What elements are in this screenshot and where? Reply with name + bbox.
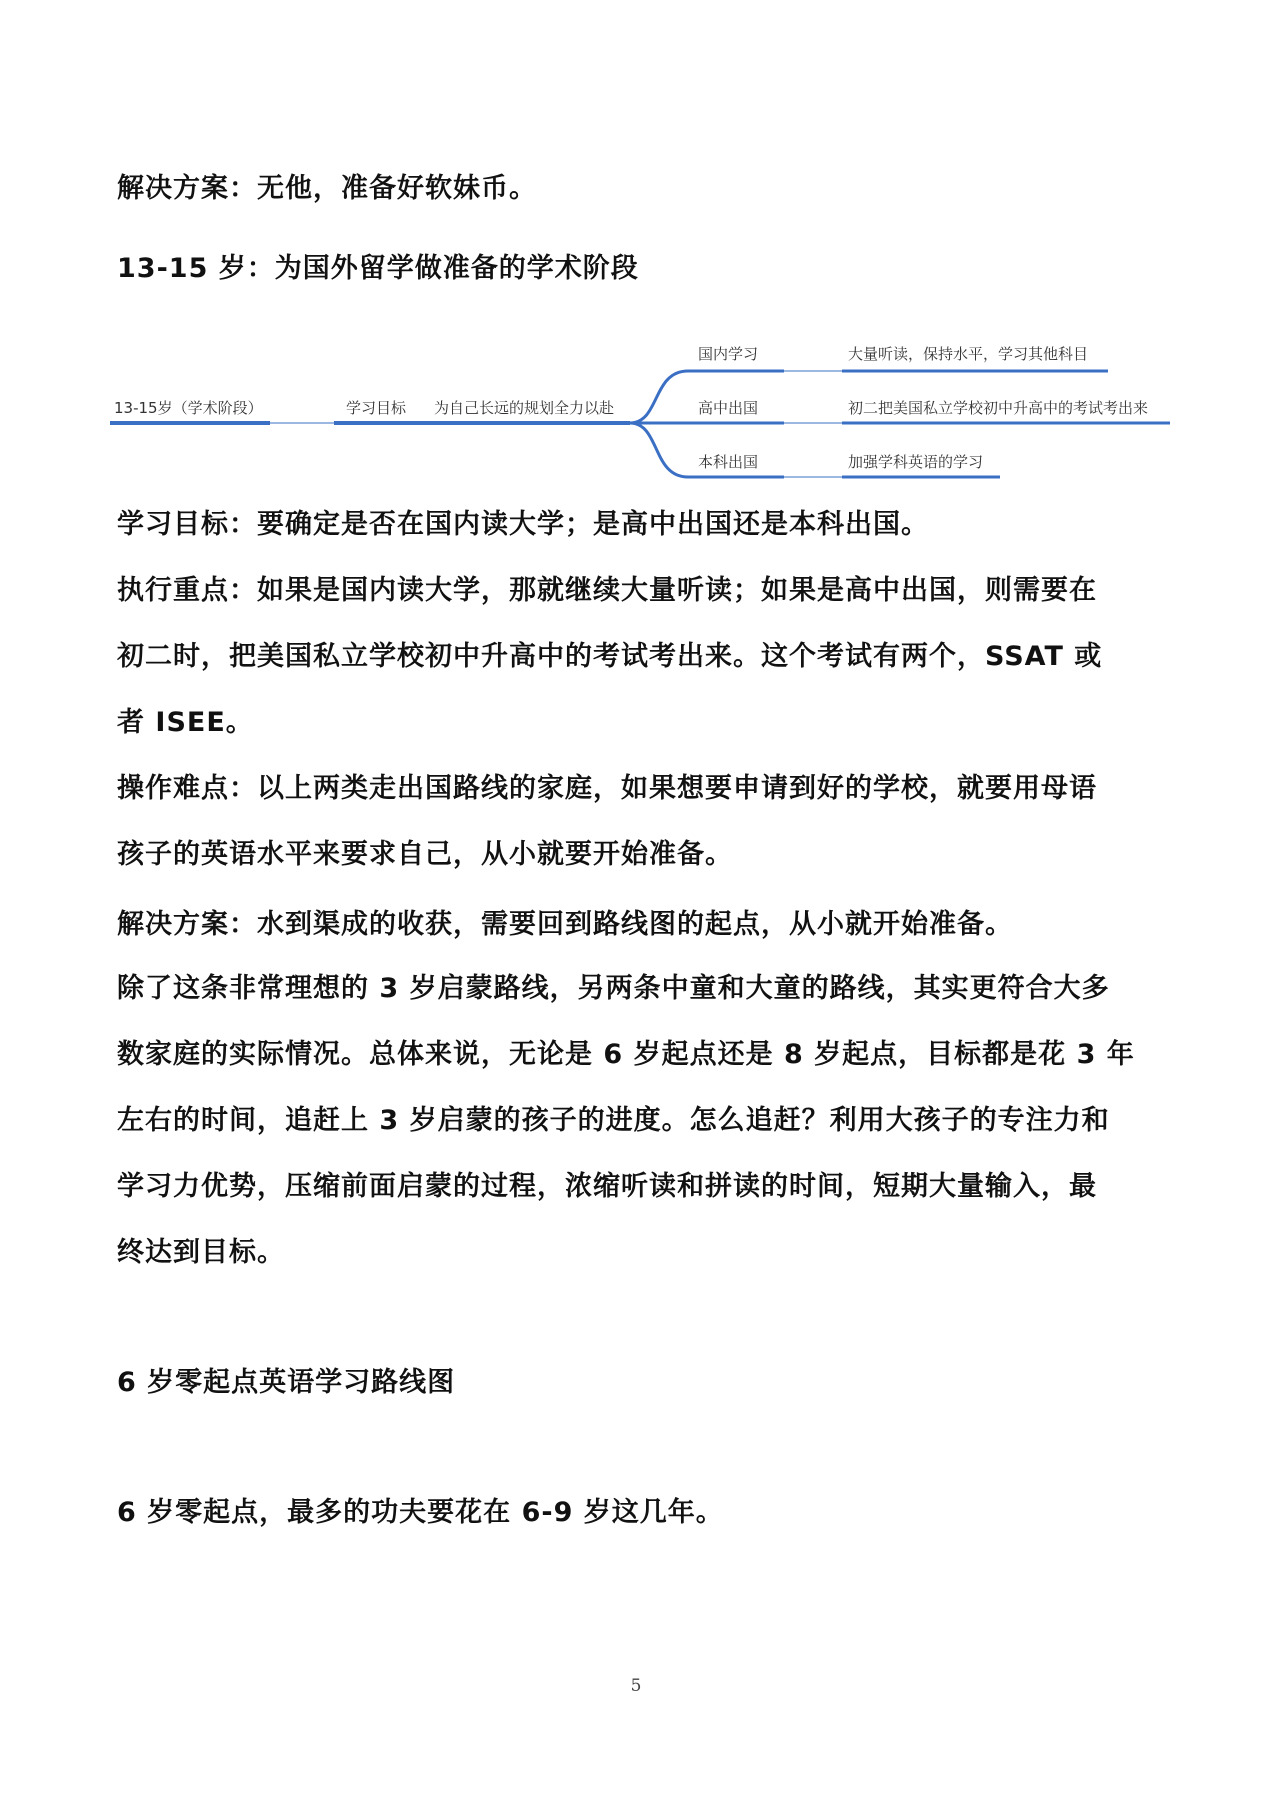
mindmap-child-label-2: 高中出国	[698, 399, 759, 417]
text-line-11: 数家庭的实际情况。总体来说，无论是 6 岁起点还是 8 岁起点，目标都是花 3 年	[117, 1039, 1135, 1070]
mindmap-branch-desc: 为自己长远的规划全力以赴	[434, 399, 615, 417]
text-line-9: 解决方案：水到渠成的收获，需要回到路线图的起点，从小就开始准备。	[117, 909, 1013, 940]
text-line-12: 左右的时间，追赶上 3 岁启蒙的孩子的进度。怎么追赶？利用大孩子的专注力和	[117, 1105, 1110, 1136]
section-heading-13-15: 13-15 岁：为国外留学做准备的学术阶段	[117, 253, 639, 284]
mindmap-root-label: 13-15岁（学术阶段）	[114, 399, 263, 417]
mindmap-child-label-1: 国内学习	[698, 345, 759, 363]
mindmap-child-label-3: 本科出国	[698, 453, 759, 471]
mindmap-child-detail-3: 加强学科英语的学习	[848, 453, 984, 471]
mindmap-diagram	[108, 325, 1170, 485]
text-line-4: 执行重点：如果是国内读大学，那就继续大量听读；如果是高中出国，则需要在	[117, 575, 1097, 606]
text-line-13: 学习力优势，压缩前面启蒙的过程，浓缩听读和拼读的时间，短期大量输入，最	[117, 1171, 1097, 1202]
text-line-6: 者 ISEE。	[117, 707, 254, 738]
text-line-14: 终达到目标。	[117, 1237, 285, 1268]
mindmap-child-detail-1: 大量听读，保持水平，学习其他科目	[848, 345, 1089, 363]
text-line-7: 操作难点：以上两类走出国路线的家庭，如果想要申请到好的学校，就要用母语	[117, 773, 1097, 804]
text-line-5: 初二时，把美国私立学校初中升高中的考试考出来。这个考试有两个，SSAT 或	[117, 641, 1103, 672]
text-line-10: 除了这条非常理想的 3 岁启蒙路线，另两条中童和大童的路线，其实更符合大多	[117, 973, 1110, 1004]
text-line-8: 孩子的英语水平来要求自己，从小就要开始准备。	[117, 839, 733, 870]
text-line-16: 6 岁零起点，最多的功夫要花在 6-9 岁这几年。	[117, 1497, 724, 1528]
mindmap-branch-label: 学习目标	[346, 399, 407, 417]
text-line-1: 解决方案：无他，准备好软妹币。	[117, 173, 537, 204]
mindmap-child-detail-2: 初二把美国私立学校初中升高中的考试考出来	[848, 399, 1149, 417]
section-heading-6-zero: 6 岁零起点英语学习路线图	[117, 1367, 456, 1398]
page-number: 5	[630, 1676, 642, 1696]
text-line-3: 学习目标：要确定是否在国内读大学；是高中出国还是本科出国。	[117, 509, 929, 540]
